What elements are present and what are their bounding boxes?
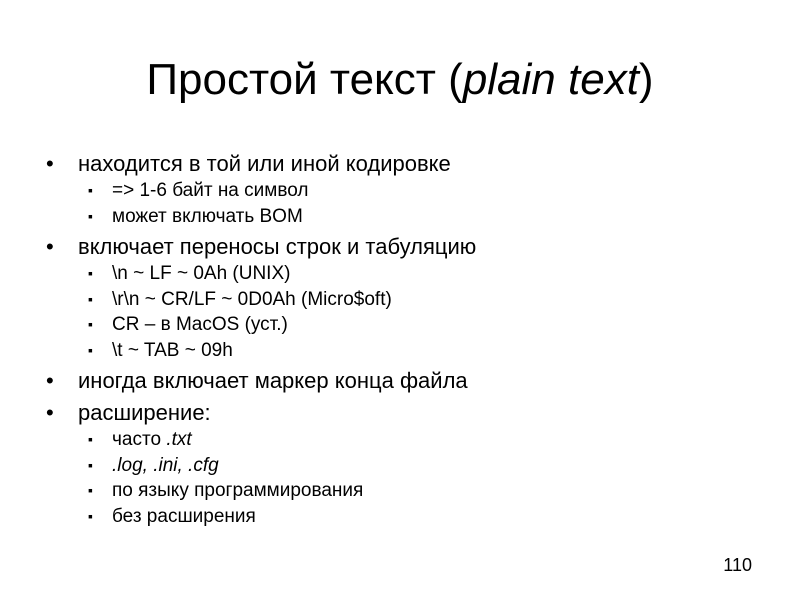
sub-list-item-text: может включать BOM [112,205,303,227]
title-main: Простой текст ( [146,55,463,104]
extension-text: .txt [166,429,192,450]
sub-list-item [44,312,764,338]
bullet-icon: • [46,234,54,259]
square-bullet-icon: ▪ [88,207,93,224]
sub-list-item-text: по языку программирования [112,480,364,501]
sub-list-item [44,261,764,287]
square-bullet-icon: ▪ [88,507,93,524]
sub-list-item [44,504,764,530]
title-italic: plain text [462,55,639,104]
sub-list-item-text: без расширения [112,505,256,527]
sub-list-item [44,204,764,230]
bullet-list [44,146,764,529]
extension-text: .log, .ini, .cfg [112,454,219,476]
bullet-icon: • [46,151,54,176]
list-item-text: включает переносы строк и табуляцию [78,234,477,259]
square-bullet-icon: ▪ [88,316,93,332]
list-item-text: находится в той или иной кодировке [78,151,451,176]
square-bullet-icon: ▪ [88,290,93,307]
bullet-icon: • [46,400,54,425]
list-item-text: иногда включает маркер конца файла [78,368,468,393]
slide-title [0,50,800,110]
sub-list-item [44,453,764,479]
square-bullet-icon: ▪ [88,265,93,281]
list-item [44,232,764,261]
sub-list-item [44,287,764,313]
sub-list-item [44,178,764,204]
list-item [44,366,764,395]
list-item [44,398,764,427]
sub-list-item-text: часто [112,429,167,450]
square-bullet-icon: ▪ [88,431,93,447]
page-number: 110 [723,555,752,575]
title-end: ) [638,55,654,104]
list-item [44,149,764,178]
sub-list-item-text: CR – в MacOS (уст.) [112,314,288,335]
sub-list-item [44,478,764,504]
list-item-text: расширение: [78,400,211,425]
sub-list-item-text: \n ~ LF ~ 0Ah (UNIX) [112,263,291,284]
square-bullet-icon: ▪ [88,341,93,358]
sub-list-item-text: \r\n ~ CR/LF ~ 0D0Ah (Micro$oft) [112,288,392,310]
sub-list-item-text: => 1-6 байт на символ [112,180,309,201]
sub-list-item-text: \t ~ TAB ~ 09h [112,339,233,361]
sub-list-item [44,427,764,453]
square-bullet-icon: ▪ [88,482,93,498]
square-bullet-icon: ▪ [88,182,93,198]
sub-list-item [44,338,764,364]
bullet-icon: • [46,368,54,393]
square-bullet-icon: ▪ [88,456,93,473]
